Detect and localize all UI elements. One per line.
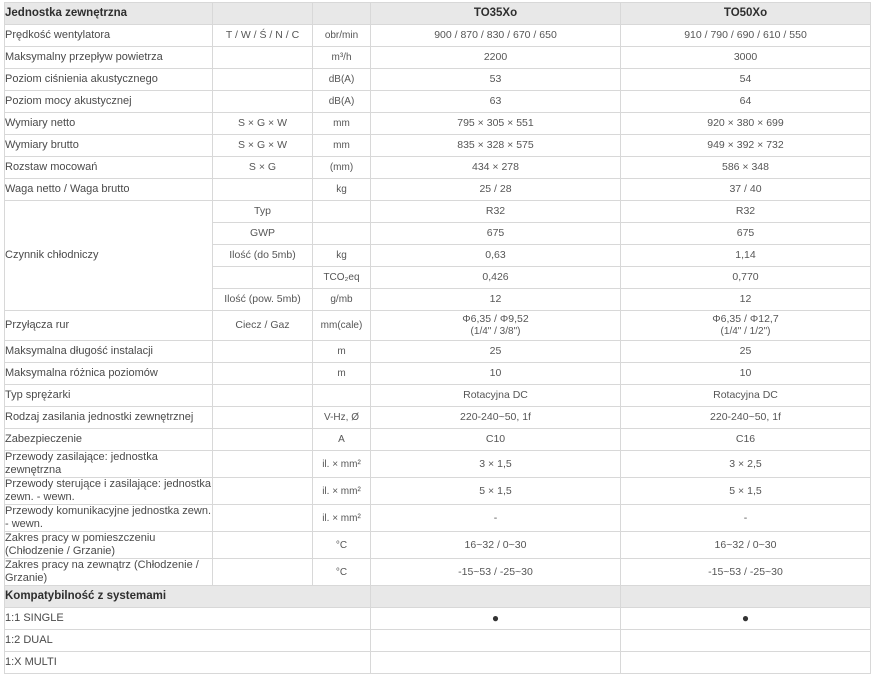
row-sub: GWP	[213, 223, 313, 245]
row-value-2: 16~32 / 0~30	[621, 532, 871, 559]
row-sub: S × G × W	[213, 135, 313, 157]
row-value-2: -	[621, 505, 871, 532]
row-value-2: 12	[621, 289, 871, 311]
compatibility-header-blank-2	[621, 586, 871, 608]
row-sub: Ilość (pow. 5mb)	[213, 289, 313, 311]
row-value-1: 0,426	[371, 267, 621, 289]
row-sub	[213, 363, 313, 385]
row-unit: obr/min	[313, 25, 371, 47]
row-value-1: 25 / 28	[371, 179, 621, 201]
row-label: Typ sprężarki	[5, 385, 213, 407]
row-sub: Typ	[213, 201, 313, 223]
row-value-1: -	[371, 505, 621, 532]
row-value-2: R32	[621, 201, 871, 223]
table-row-refrigerant	[5, 201, 871, 223]
table-row	[5, 135, 871, 157]
row-value-2: 910 / 790 / 690 / 610 / 550	[621, 25, 871, 47]
row-value-1: 434 × 278	[371, 157, 621, 179]
table-row	[5, 363, 871, 385]
row-value-2: 25	[621, 341, 871, 363]
row-label: Przyłącza rur	[5, 311, 213, 341]
row-value-2: 3000	[621, 47, 871, 69]
table-row	[5, 385, 871, 407]
compat-value-2	[621, 630, 871, 652]
row-value-1: 675	[371, 223, 621, 245]
row-value-1: C10	[371, 429, 621, 451]
row-sub	[213, 532, 313, 559]
row-value-1: 2200	[371, 47, 621, 69]
table-row	[5, 532, 871, 559]
header-sub-blank	[213, 3, 313, 25]
row-sub	[213, 91, 313, 113]
row-unit: mm	[313, 113, 371, 135]
row-value-1: 795 × 305 × 551	[371, 113, 621, 135]
row-value-1: 16~32 / 0~30	[371, 532, 621, 559]
row-unit: °C	[313, 559, 371, 586]
header-section-label: Jednostka zewnętrzna	[5, 3, 213, 25]
row-sub	[213, 429, 313, 451]
table-row	[5, 451, 871, 478]
compat-value-2: ●	[621, 608, 871, 630]
row-value-2: Rotacyjna DC	[621, 385, 871, 407]
table-row	[5, 47, 871, 69]
row-value-1: 900 / 870 / 830 / 670 / 650	[371, 25, 621, 47]
row-value-2: 10	[621, 363, 871, 385]
row-value-1: 25	[371, 341, 621, 363]
row-value-2: 54	[621, 69, 871, 91]
header-unit-blank	[313, 3, 371, 25]
row-unit: dB(A)	[313, 69, 371, 91]
row-value-1: Rotacyjna DC	[371, 385, 621, 407]
row-sub: S × G	[213, 157, 313, 179]
row-sub: T / W / Ś / N / C	[213, 25, 313, 47]
header-model-1: TO35Xo	[371, 3, 621, 25]
row-value-2: -15~53 / -25~30	[621, 559, 871, 586]
row-value-1: 3 × 1,5	[371, 451, 621, 478]
row-value-1: R32	[371, 201, 621, 223]
compatibility-section-header	[5, 586, 871, 608]
row-sub	[213, 179, 313, 201]
compat-label: 1:1 SINGLE	[5, 608, 371, 630]
row-value-2: 0,770	[621, 267, 871, 289]
row-unit: il. × mm²	[313, 478, 371, 505]
row-sub: Ciecz / Gaz	[213, 311, 313, 341]
table-row	[5, 407, 871, 429]
row-sub: Ilość (do 5mb)	[213, 245, 313, 267]
row-sub: S × G × W	[213, 113, 313, 135]
row-label: Prędkość wentylatora	[5, 25, 213, 47]
row-sub	[213, 385, 313, 407]
row-unit: m	[313, 341, 371, 363]
table-row	[5, 341, 871, 363]
row-value-1: 220-240~50, 1f	[371, 407, 621, 429]
row-unit: °C	[313, 532, 371, 559]
row-unit	[313, 385, 371, 407]
row-value-1: 0,63	[371, 245, 621, 267]
row-label: Przewody zasilające: jednostka zewnętrzna	[5, 451, 213, 478]
row-sub	[213, 341, 313, 363]
row-value-2: 949 × 392 × 732	[621, 135, 871, 157]
row-sub	[213, 267, 313, 289]
row-label: Maksymalna różnica poziomów	[5, 363, 213, 385]
compat-label: 1:2 DUAL	[5, 630, 371, 652]
row-label: Wymiary netto	[5, 113, 213, 135]
row-sub	[213, 505, 313, 532]
row-label: Poziom ciśnienia akustycznego	[5, 69, 213, 91]
row-value-1: 63	[371, 91, 621, 113]
table-row	[5, 25, 871, 47]
row-value-1: 10	[371, 363, 621, 385]
table-row	[5, 91, 871, 113]
table-row	[5, 478, 871, 505]
compat-value-1	[371, 652, 621, 674]
row-label: Rozstaw mocowań	[5, 157, 213, 179]
row-label: Poziom mocy akustycznej	[5, 91, 213, 113]
header-model-2: TO50Xo	[621, 3, 871, 25]
row-value-1: 12	[371, 289, 621, 311]
table-row	[5, 113, 871, 135]
compatibility-header-blank-1	[371, 586, 621, 608]
table-row-pipes	[5, 311, 871, 341]
row-label: Waga netto / Waga brutto	[5, 179, 213, 201]
row-unit: TCO₂eq	[313, 267, 371, 289]
row-unit: (mm)	[313, 157, 371, 179]
row-value-2: 64	[621, 91, 871, 113]
compat-value-1: ●	[371, 608, 621, 630]
row-sub	[213, 69, 313, 91]
row-unit: A	[313, 429, 371, 451]
row-unit: m	[313, 363, 371, 385]
row-label: Zabezpieczenie	[5, 429, 213, 451]
row-unit: kg	[313, 179, 371, 201]
row-value-1: 53	[371, 69, 621, 91]
row-label: Wymiary brutto	[5, 135, 213, 157]
row-label: Przewody komunikacyjne jednostka zewn. - wewn.	[5, 505, 212, 530]
refrigerant-label: Czynnik chłodniczy	[5, 201, 213, 311]
row-value-2: 220-240~50, 1f	[621, 407, 871, 429]
row-unit	[313, 223, 371, 245]
row-sub	[213, 478, 313, 505]
row-unit	[313, 201, 371, 223]
row-value-2: C16	[621, 429, 871, 451]
row-value-1: 5 × 1,5	[371, 478, 621, 505]
row-unit: V-Hz, Ø	[313, 407, 371, 429]
pipes-value-1-line2: (1/4" / 3/8")	[470, 326, 521, 337]
row-sub	[213, 451, 313, 478]
table-row	[5, 505, 871, 532]
table-row-compat	[5, 652, 871, 674]
row-sub	[213, 407, 313, 429]
compat-label: 1:X MULTI	[5, 652, 371, 674]
table-row	[5, 429, 871, 451]
compatibility-section-label: Kompatybilność z systemami	[5, 586, 371, 608]
pipes-value-1-line1: Φ6,35 / Φ9,52	[462, 313, 529, 325]
row-unit: g/mb	[313, 289, 371, 311]
specification-table	[4, 2, 871, 674]
row-label: Przewody sterujące i zasilające: jednostka zewn. - wewn.	[5, 478, 212, 503]
row-value-1: -15~53 / -25~30	[371, 559, 621, 586]
row-value-2: 5 × 1,5	[621, 478, 871, 505]
row-unit: dB(A)	[313, 91, 371, 113]
row-value-1: 835 × 328 × 575	[371, 135, 621, 157]
compat-value-1	[371, 630, 621, 652]
row-value-1	[371, 311, 621, 341]
row-value-2: 1,14	[621, 245, 871, 267]
row-unit: mm	[313, 135, 371, 157]
table-row	[5, 69, 871, 91]
table-header-row	[5, 3, 871, 25]
row-value-2: 920 × 380 × 699	[621, 113, 871, 135]
row-label: Maksymalny przepływ powietrza	[5, 47, 213, 69]
row-unit: il. × mm²	[313, 505, 371, 532]
row-value-2: 3 × 2,5	[621, 451, 871, 478]
compat-value-2	[621, 652, 871, 674]
row-label: Zakres pracy w pomieszczeniu (Chłodzenie / Grzanie)	[5, 532, 213, 559]
row-value-2: 37 / 40	[621, 179, 871, 201]
row-unit: m³/h	[313, 47, 371, 69]
pipes-value-2-line2: (1/4" / 1/2")	[720, 326, 771, 337]
row-label: Maksymalna długość instalacji	[5, 341, 213, 363]
pipes-value-2-line1: Φ6,35 / Φ12,7	[712, 313, 779, 325]
row-sub	[213, 47, 313, 69]
row-unit: il. × mm²	[313, 451, 371, 478]
row-unit: kg	[313, 245, 371, 267]
row-value-2	[621, 311, 871, 341]
row-unit: mm(cale)	[313, 311, 371, 341]
row-value-2: 675	[621, 223, 871, 245]
row-value-2: 586 × 348	[621, 157, 871, 179]
table-row	[5, 179, 871, 201]
table-row-compat	[5, 630, 871, 652]
row-label: Rodzaj zasilania jednostki zewnętrznej	[5, 407, 213, 429]
table-row	[5, 157, 871, 179]
row-label: Zakres pracy na zewnątrz (Chłodzenie / Grzanie)	[5, 559, 213, 586]
table-row-compat	[5, 608, 871, 630]
